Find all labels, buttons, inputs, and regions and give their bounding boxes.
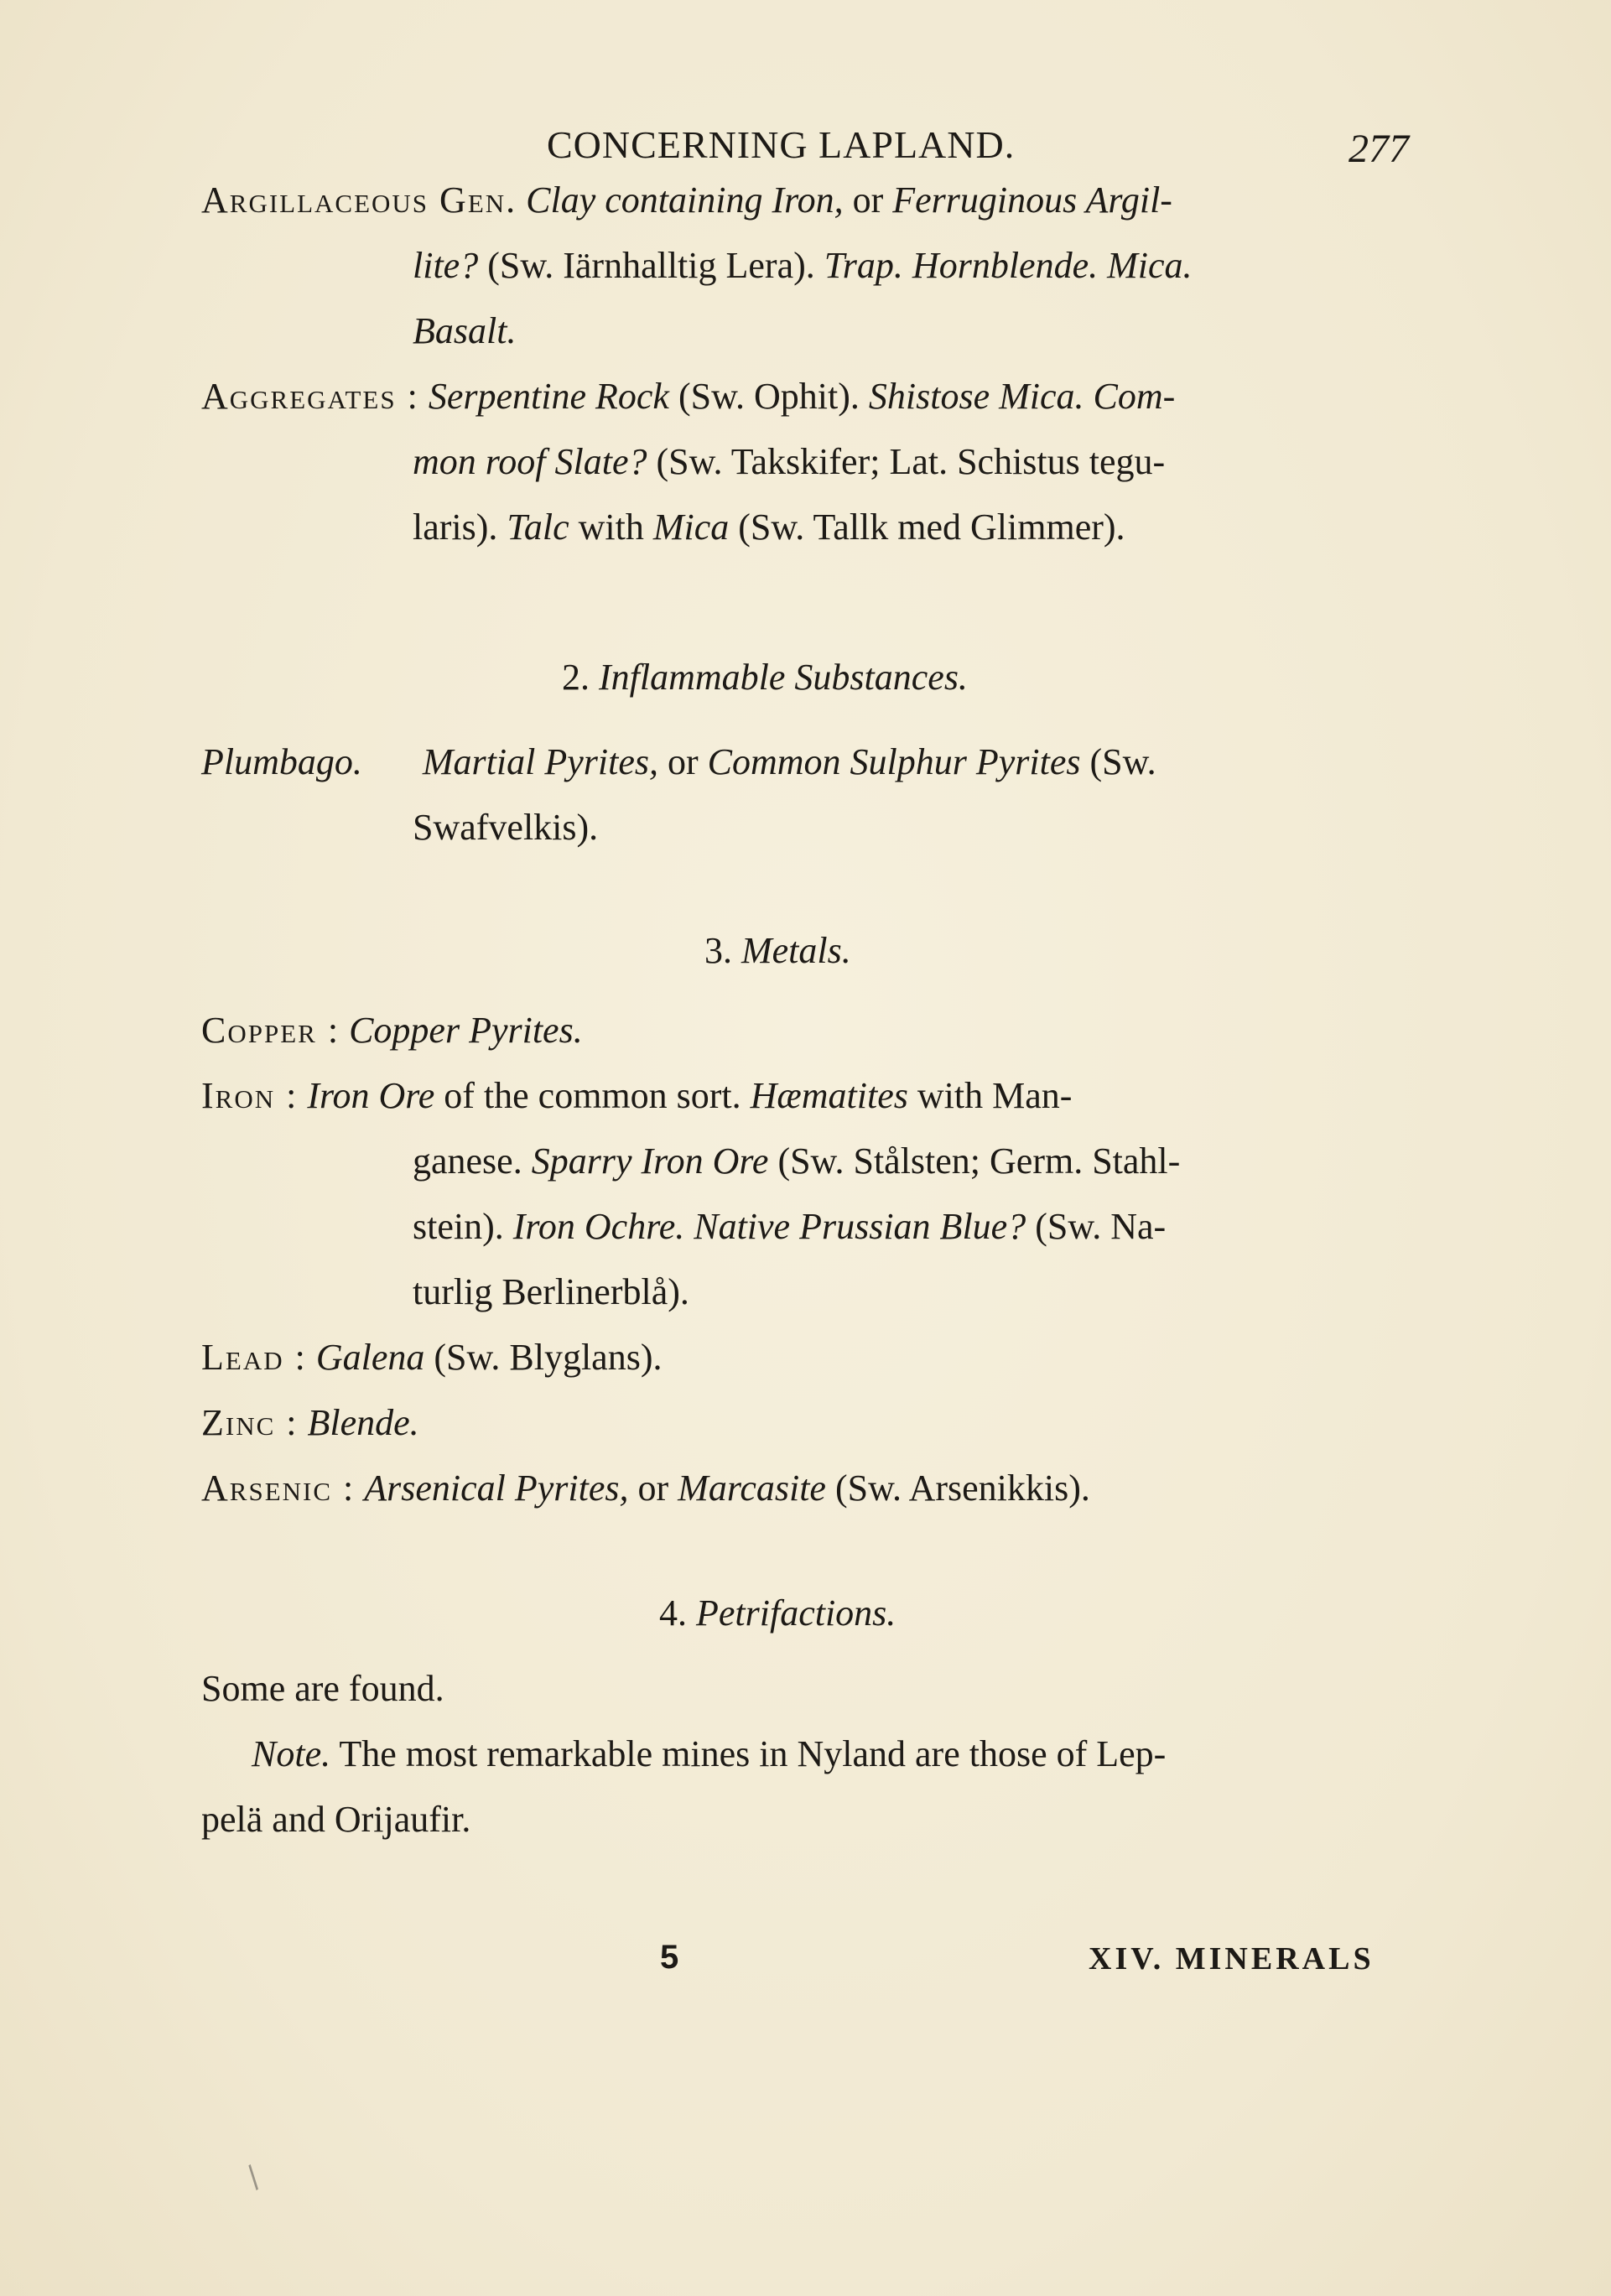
entry-label: Zinc : xyxy=(201,1402,299,1443)
mineral-name: Martial Pyrites, xyxy=(422,741,658,782)
section-number: 2. xyxy=(562,657,590,698)
mineral-name: Hornblende. xyxy=(912,245,1099,286)
lead-line xyxy=(201,1325,1409,1390)
mineral-name: Serpentine Rock xyxy=(428,376,669,417)
text: with xyxy=(569,506,653,548)
text: The most remarkable mines in Nyland are those of Lep- xyxy=(330,1733,1167,1774)
mineral-name: Common Sulphur Pyrites xyxy=(707,741,1081,782)
petrifactions-text: Some are found. xyxy=(201,1668,444,1709)
aggregates-line-2 xyxy=(201,429,1409,495)
aggregates-line-3 xyxy=(201,495,1409,560)
text: (Sw. Iärnhalltig Lera). xyxy=(478,245,824,286)
mineral-name: Mica. xyxy=(1107,245,1193,286)
plumbago-line-2 xyxy=(201,795,1409,860)
text xyxy=(1084,376,1094,417)
arsenic-line xyxy=(201,1456,1409,1521)
mineral-name: Hæmatites xyxy=(750,1075,908,1116)
earths-block xyxy=(201,168,1409,560)
mineral-name: Arsenical Pyrites, xyxy=(364,1467,629,1509)
pencil-mark-icon: / xyxy=(239,2160,268,2195)
note-line-2 xyxy=(201,1787,1409,1852)
mineral-name: Ferruginous Argil- xyxy=(892,179,1172,221)
section-title: Inflammable Substances. xyxy=(599,657,968,698)
text: turlig Berlinerblå). xyxy=(413,1271,689,1312)
entry-label: Iron : xyxy=(201,1075,299,1116)
text: or xyxy=(657,741,708,782)
text: (Sw. Blyglans). xyxy=(424,1337,663,1378)
section-number: 4. xyxy=(659,1592,687,1634)
mineral-name: Blende. xyxy=(307,1402,419,1443)
mineral-name: Copper Pyrites. xyxy=(349,1010,583,1051)
mineral-name: Mica xyxy=(652,506,730,548)
mineral-name: lite? xyxy=(413,245,479,286)
mineral-name: mon roof Slate? xyxy=(413,441,647,482)
mineral-name: Shistose Mica. xyxy=(868,376,1084,417)
section-title: Petrifactions. xyxy=(696,1592,896,1634)
mineral-name: Com- xyxy=(1093,376,1176,417)
text xyxy=(903,245,912,286)
running-header: CONCERNING LAPLAND. xyxy=(547,123,1016,166)
iron-line-3 xyxy=(201,1194,1409,1260)
plumbago-line-1 xyxy=(201,730,1409,795)
iron-line-2 xyxy=(201,1129,1409,1194)
signature-text: XIV. MINERALS xyxy=(1089,1941,1375,1977)
page-number: 277 xyxy=(1349,127,1409,171)
text: (Sw. Ophit). xyxy=(668,376,869,417)
argillaceous-line-3 xyxy=(201,299,1409,364)
text: (Sw. Takskifer; Lat. Schistus tegu- xyxy=(647,441,1166,482)
inflammables-block xyxy=(201,730,1409,860)
mineral-name: Trap. xyxy=(824,245,903,286)
mineral-name: Iron Ochre. xyxy=(512,1206,685,1247)
mineral-name: Iron Ore xyxy=(307,1075,435,1116)
mineral-name: Galena xyxy=(315,1337,425,1378)
mineral-name: Native Prussian Blue? xyxy=(694,1206,1026,1247)
iron-line-1 xyxy=(201,1063,1409,1129)
entry-label: Argillaceous Gen. xyxy=(201,179,517,221)
text: (Sw. Arsenikkis). xyxy=(825,1467,1090,1509)
metals-block xyxy=(201,998,1409,1521)
mineral-name: Plumbago. xyxy=(201,741,362,782)
mineral-name: Clay containing Iron, xyxy=(526,179,844,221)
mineral-name: Marcasite xyxy=(678,1467,826,1509)
argillaceous-line-1 xyxy=(201,168,1409,233)
entry-label: Lead : xyxy=(201,1337,307,1378)
mineral-name: Talc xyxy=(507,506,569,548)
signature-number: 5 xyxy=(660,1939,679,1976)
text: pelä and Orijaufir. xyxy=(201,1799,471,1840)
zinc-line xyxy=(201,1390,1409,1456)
mineral-name: Basalt. xyxy=(413,310,517,351)
entry-label: Aggregates : xyxy=(201,376,419,417)
entry-label: Copper : xyxy=(201,1010,340,1051)
copper-line xyxy=(201,998,1409,1063)
text: (Sw. xyxy=(1080,741,1156,782)
text xyxy=(1098,245,1107,286)
text: (Sw. Stålsten; Germ. Stahl- xyxy=(768,1140,1181,1182)
note-label: Note. xyxy=(252,1733,331,1774)
argillaceous-line-2 xyxy=(201,233,1409,299)
aggregates-line-1 xyxy=(201,364,1409,429)
note-line-1 xyxy=(201,1722,1409,1787)
petrifactions-block xyxy=(201,1656,1409,1852)
text: laris). xyxy=(413,506,507,548)
text: (Sw. Na- xyxy=(1026,1206,1167,1247)
text: stein). xyxy=(413,1206,513,1247)
section-title: Metals. xyxy=(741,930,851,971)
text xyxy=(684,1206,694,1247)
text: or xyxy=(628,1467,678,1509)
section-number: 3. xyxy=(704,930,732,971)
text: Swafvelkis). xyxy=(413,807,599,848)
text: (Sw. Tallk med Glimmer). xyxy=(729,506,1125,548)
text: or xyxy=(843,179,893,221)
mineral-name: Sparry Iron Ore xyxy=(531,1140,769,1182)
iron-line-4 xyxy=(201,1260,1409,1325)
text: ganese. xyxy=(413,1140,532,1182)
entry-label: Arsenic : xyxy=(201,1467,356,1509)
text: of the common sort. xyxy=(434,1075,751,1116)
text xyxy=(419,376,429,417)
text: with Man- xyxy=(907,1075,1073,1116)
